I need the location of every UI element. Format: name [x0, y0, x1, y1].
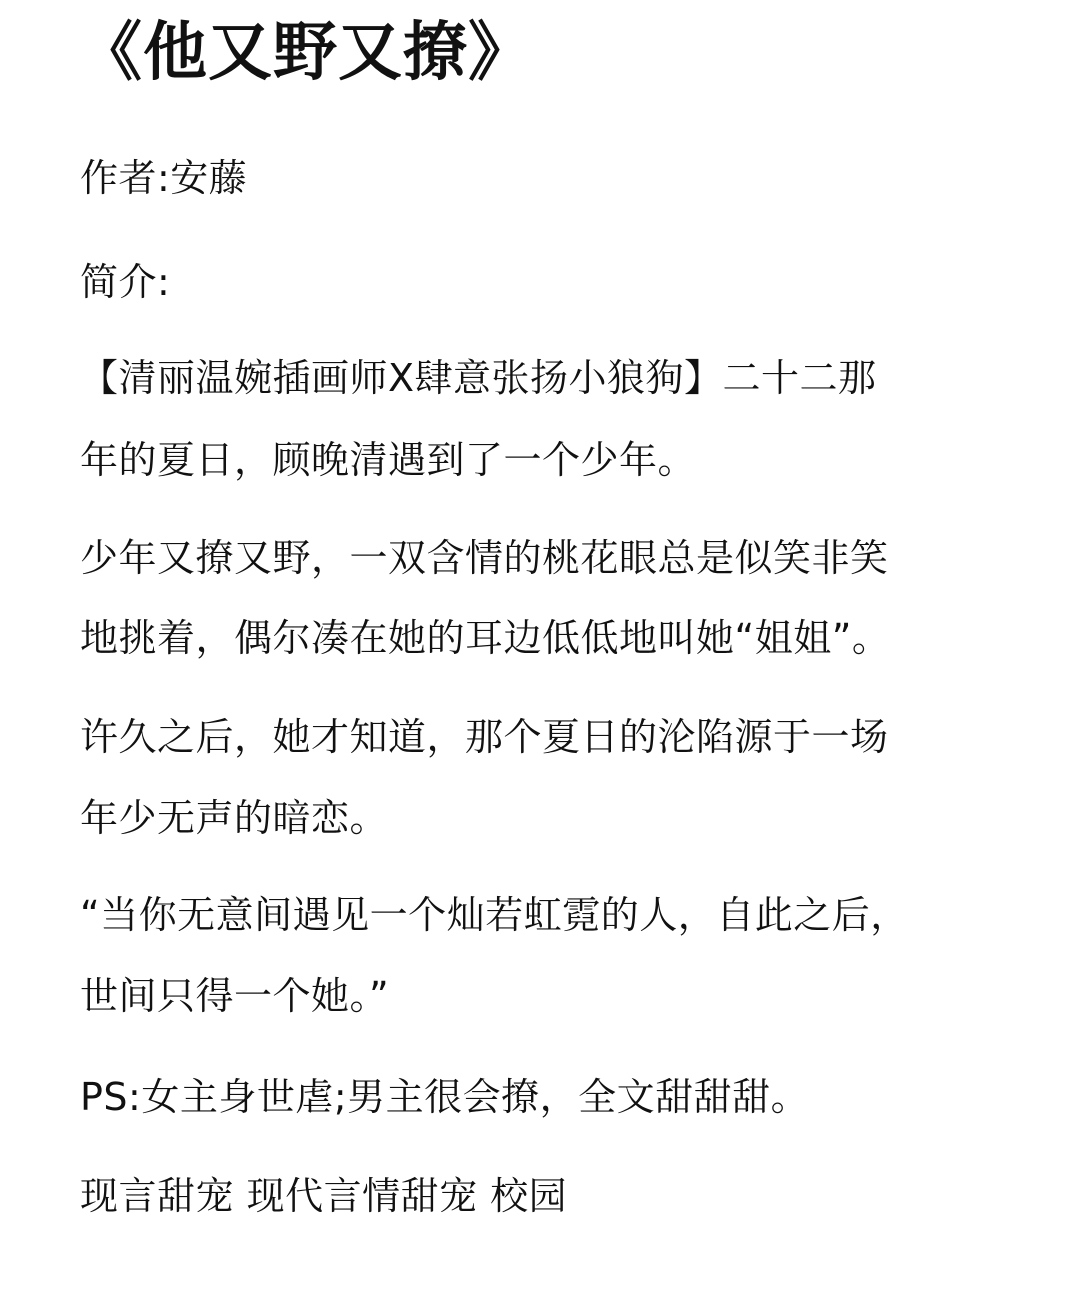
- paragraph-3-line-1: 许久之后，她才知道，那个夏日的沦陷源于一场: [80, 715, 889, 759]
- paragraph-2-line-1: 少年又撩又野，一双含情的桃花眼总是似笑非笑: [80, 536, 889, 580]
- tags-line: 现言甜宠 现代言情甜宠 校园: [80, 1174, 568, 1218]
- paragraph-1-line-1: 【清丽温婉插画师X肆意张扬小狼狗】二十二那: [80, 356, 877, 400]
- author-line: 作者:安藤: [80, 156, 248, 200]
- paragraph-2-line-2: 地挑着，偶尔凑在她的耳边低低地叫她“姐姐”。: [80, 616, 891, 660]
- paragraph-1-line-2: 年的夏日，顾晚清遇到了一个少年。: [80, 438, 697, 482]
- ps-note: PS:女主身世虐;男主很会撩，全文甜甜甜。: [80, 1075, 810, 1119]
- paragraph-3-line-2: 年少无声的暗恋。: [80, 796, 389, 840]
- intro-label: 简介:: [80, 260, 171, 304]
- paragraph-4-line-2: 世间只得一个她。”: [80, 974, 390, 1018]
- paragraph-4-line-1: “当你无意间遇见一个灿若虹霓的人，自此之后，: [80, 893, 909, 937]
- book-title: 《他又野又撩》: [78, 16, 533, 90]
